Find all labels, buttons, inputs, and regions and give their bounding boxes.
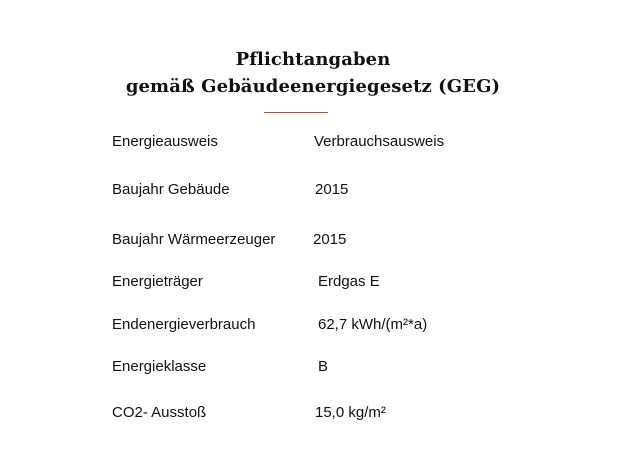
row-label-energieklasse: Energieklasse bbox=[112, 358, 207, 375]
row-value-energieausweis: Verbrauchsausweis bbox=[314, 133, 445, 150]
row-value-baujahr-gebaeude: 2015 bbox=[315, 181, 349, 198]
row-value-baujahr-waermeerzeuger: 2015 bbox=[313, 231, 347, 248]
document-title: Pflichtangaben bbox=[235, 49, 391, 70]
row-label-baujahr-gebaeude: Baujahr Gebäude bbox=[112, 181, 230, 198]
row-label-energieausweis: Energieausweis bbox=[112, 133, 218, 150]
row-label-baujahr-waermeerzeuger: Baujahr Wärmeerzeuger bbox=[112, 231, 276, 248]
row-value-energietraeger: Erdgas E bbox=[318, 273, 380, 290]
row-label-endenergieverbrauch: Endenergieverbrauch bbox=[112, 316, 256, 333]
row-value-endenergieverbrauch: 62,7 kWh/(m²*a) bbox=[318, 316, 428, 333]
document-subtitle: gemäß Gebäudeenergiegesetz (GEG) bbox=[125, 76, 501, 97]
title-divider bbox=[264, 112, 328, 113]
row-value-energieklasse: B bbox=[318, 358, 329, 375]
row-value-co2-ausstoss: 15,0 kg/m² bbox=[315, 404, 386, 421]
row-label-co2-ausstoss: CO2- Ausstoß bbox=[112, 404, 207, 421]
row-label-energietraeger: Energieträger bbox=[112, 273, 203, 290]
